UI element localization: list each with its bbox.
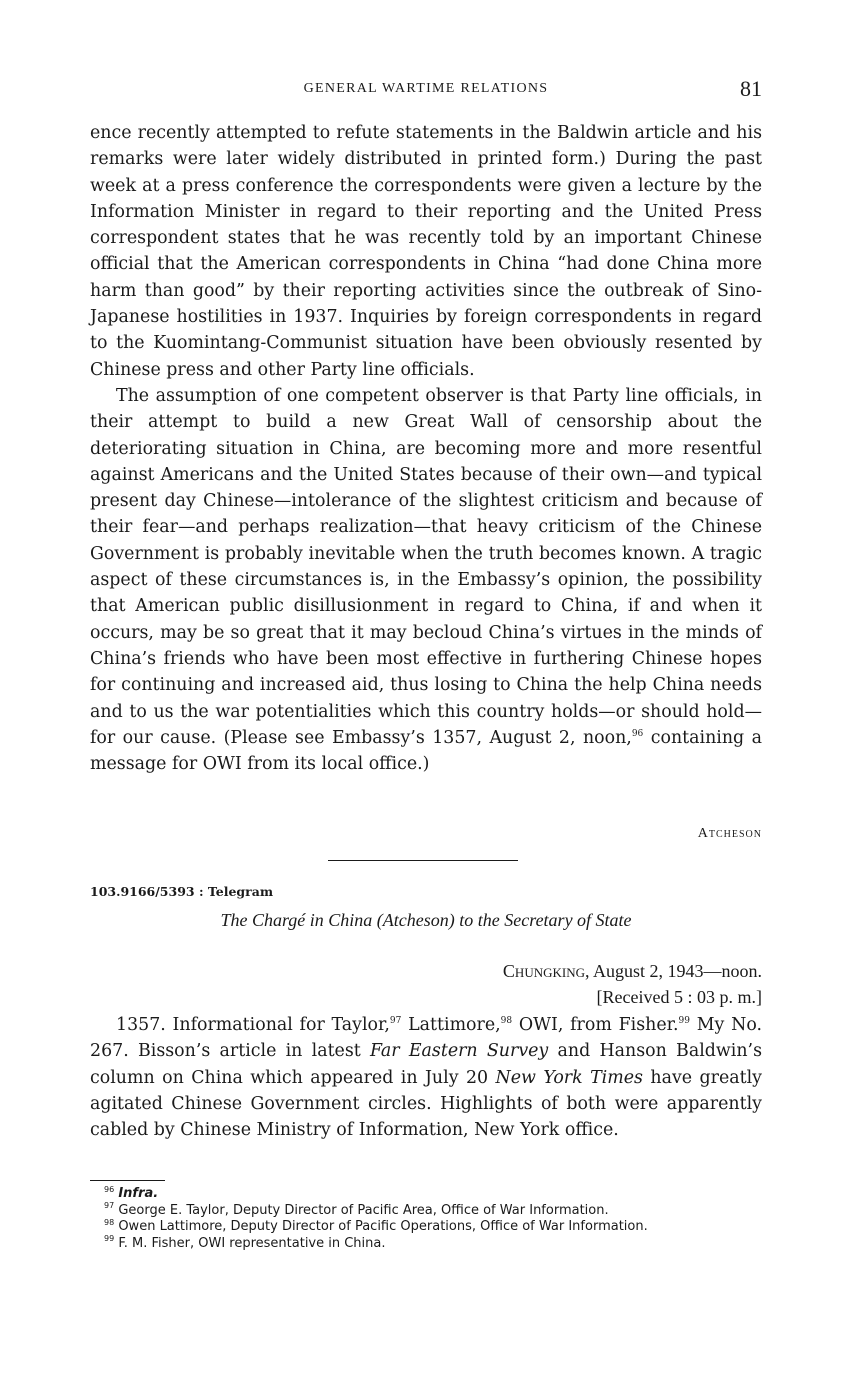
telegram-text-3: OWI, from Fisher. bbox=[512, 1015, 679, 1035]
footnotes bbox=[90, 1186, 762, 1252]
publication-new-york-times: New York Times bbox=[495, 1067, 643, 1088]
paragraph-assumption-text: The assumption of one competent observer is that Party line officials, in their attempt to build a new Great Wall of censorship about the deteriorating situation in China, are becoming more and more resentful against Americans and the United States because of their own—and typical present day Chinese—intolerance of the slightest criticism and because of their fear—and perhaps realization—that heavy criticism of the Chinese Government is probably inevitable when the truth becomes known. A tragic aspect of these circumstances is, in the Embassy’s opinion, the possibility that American public disillusionment in regard to China, if and when it occurs, may be so great that it may becloud China’s virtues in the minds of China’s friends who have been most effective in furthering Chinese hopes for continuing and increased aid, thus losing to China the help China needs and to us the war potentialities which this country holds—or should hold—for our cause. (Please see Embassy’s 1357, August 2, noon, bbox=[90, 385, 762, 748]
file-number: 103.9166/5393 : Telegram bbox=[90, 884, 274, 899]
date: August 2, 1943—noon. bbox=[589, 961, 762, 981]
place-date bbox=[503, 958, 762, 984]
paragraph-assumption-tail: containing a message for OWI from its local office.) bbox=[90, 727, 762, 775]
footnote-mark: 96 bbox=[104, 1184, 115, 1194]
footnote-ref-98: 98 bbox=[500, 1016, 513, 1027]
footnote-97 bbox=[90, 1203, 762, 1220]
dateline bbox=[503, 958, 762, 1010]
footnote-ref-96: 96 bbox=[631, 729, 644, 740]
telegram-text-4: My No. 267. Bisson’s article in latest bbox=[90, 1015, 763, 1062]
footnote-ref-97: 97 bbox=[389, 1016, 402, 1027]
footnote-ref-99: 99 bbox=[678, 1016, 690, 1027]
running-header bbox=[90, 76, 762, 104]
footnote-98 bbox=[90, 1219, 762, 1236]
letter-body bbox=[90, 120, 762, 777]
telegram-text-5: and Hanson Baldwin’s column on China which appeared in July 20 bbox=[90, 1041, 763, 1088]
footnote-mark: 98 bbox=[104, 1217, 115, 1227]
footnote-text: George E. Taylor, Deputy Director of Pacific Area, Office of War Information. bbox=[118, 1202, 609, 1218]
telegram-text-6: have greatly agitated Chinese Government circles. Highlights of both were apparently cabled by Chinese Ministry of Information, New York office. bbox=[90, 1067, 763, 1141]
signature: Atcheson bbox=[697, 826, 762, 841]
page-number: 81 bbox=[740, 76, 762, 101]
received-time: [Received 5 : 03 p. m.] bbox=[596, 987, 762, 1007]
footnote-text: Owen Lattimore, Deputy Director of Pacific Operations, Office of War Information. bbox=[118, 1219, 648, 1234]
footnote-text: F. M. Fisher, OWI representative in China. bbox=[118, 1235, 386, 1251]
footnote-mark: 97 bbox=[104, 1201, 115, 1211]
place: Chungking, bbox=[502, 961, 590, 981]
document-title: The Chargé in China (Atcheson) to the Secretary of State bbox=[220, 910, 632, 930]
publication-far-eastern-survey: Far Eastern Survey bbox=[370, 1041, 549, 1062]
footnote-96 bbox=[90, 1186, 762, 1203]
running-title: GENERAL WARTIME RELATIONS bbox=[303, 81, 549, 96]
paragraph-telegram bbox=[90, 1012, 762, 1143]
footnote-99 bbox=[90, 1236, 762, 1253]
paragraph-continued: ence recently attempted to refute statements in the Baldwin article and his remarks were later widely distributed in printed form.) During the past week at a press conference the correspondents were given a lecture by the Information Minister in regard to their reporting and the United Press correspondent states that he was recently told by an important Chinese official that the American correspondents in China “had done China more harm than good” by their reporting activities since the outbreak of Sino-Japanese hostilities in 1937. Inquiries by foreign correspondents in regard to the Kuomintang-Communist situation have been obviously resented by Chinese press and other Party line officials. bbox=[90, 123, 762, 380]
footnote-mark: 99 bbox=[104, 1234, 115, 1244]
section-divider bbox=[328, 860, 518, 861]
footnote-rule bbox=[90, 1180, 165, 1181]
telegram-text-2: Lattimore, bbox=[401, 1015, 501, 1035]
telegram-text-1: 1357. Informational for Taylor, bbox=[116, 1015, 390, 1035]
paragraph-assumption bbox=[90, 383, 762, 777]
telegram-body bbox=[90, 1012, 762, 1143]
footnote-text: Infra. bbox=[118, 1186, 159, 1201]
